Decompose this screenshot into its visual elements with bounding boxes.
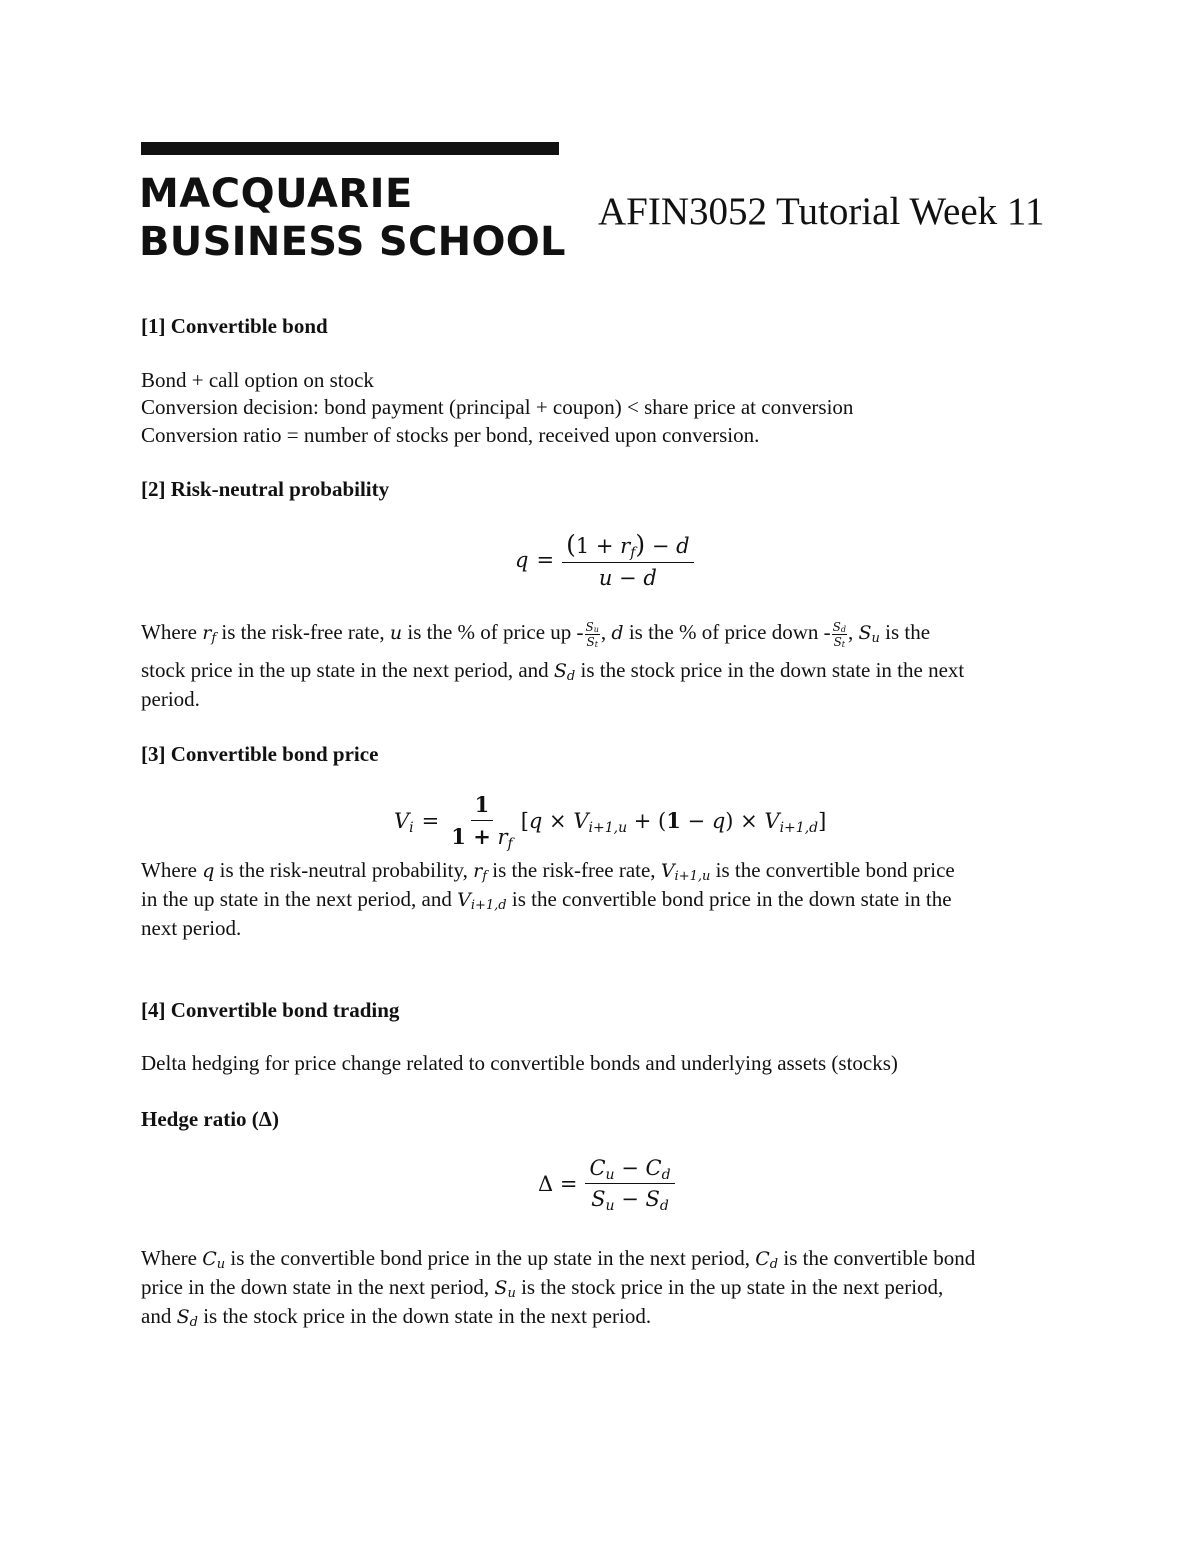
section2-paragraph: Where $r_f$ is the risk-free rate, u is the % of price up - $\frac{S_u}{S_t}$ , d is the % of price down - $\frac{S_d}{S_t}$ , $S_u$ is the stock price in the up state in the next period, and $S_d$ is the stock price in the down state in the next period. [141, 619, 965, 711]
hedge-ratio-heading: Hedge ratio (Δ) [141, 1107, 279, 1131]
section1-line2: Conversion decision: bond payment (principal + coupon) < share price at conversion [141, 395, 854, 419]
section2-heading: [2] Risk-neutral probability [141, 477, 390, 501]
section4-line1: Delta hedging for price change related to convertible bonds and underlying assets (stocks) [141, 1051, 898, 1075]
section1-line1: Bond + call option on stock [141, 368, 374, 392]
logo-bar [141, 142, 559, 155]
risk-neutral-probability-equation: q = $\frac{(1 + r_f) - d}{u - d}$ [515, 530, 694, 590]
logo-business-school: BUSINESS SCHOOL [139, 219, 566, 265]
section1-heading: [1] Convertible bond [141, 314, 328, 338]
section4-paragraph: Where $C_u$ is the convertible bond price in the up state in the next period, $C_d$ is the convertible bond price in the down state in the next period, $S_u$ is the stock price in the up state in the next period, and $S_d$ is the stock price in the down state in the next period. [141, 1246, 976, 1330]
convertible-bond-price-equation: $V_i$ = $\frac{1}{1 + r_f}$ $[q \times V_{i+1,u} + (1 - q) \times V_{i+1,d}]$ [394, 792, 827, 852]
section1-line3: Conversion ratio = number of stocks per bond, received upon conversion. [141, 423, 760, 447]
logo-macquarie: MACQUARIE [139, 171, 413, 217]
hedge-ratio-equation: Δ = $\frac{C_u - C_d}{S_u - S_d}$ [538, 1156, 675, 1211]
section3-paragraph: Where q is the risk-neutral probability, $r_f$ is the risk-free rate, $V_{i+1,u}$ is the convertible bond price in the up state in the next period, and $V_{i+1,d}$ is the convertible bond price in the down state in the next period. [141, 858, 955, 940]
document-title: AFIN3052 Tutorial Week 11 [598, 190, 1045, 233]
section3-heading: [3] Convertible bond price [141, 742, 379, 766]
section4-heading: [4] Convertible bond trading [141, 998, 400, 1022]
